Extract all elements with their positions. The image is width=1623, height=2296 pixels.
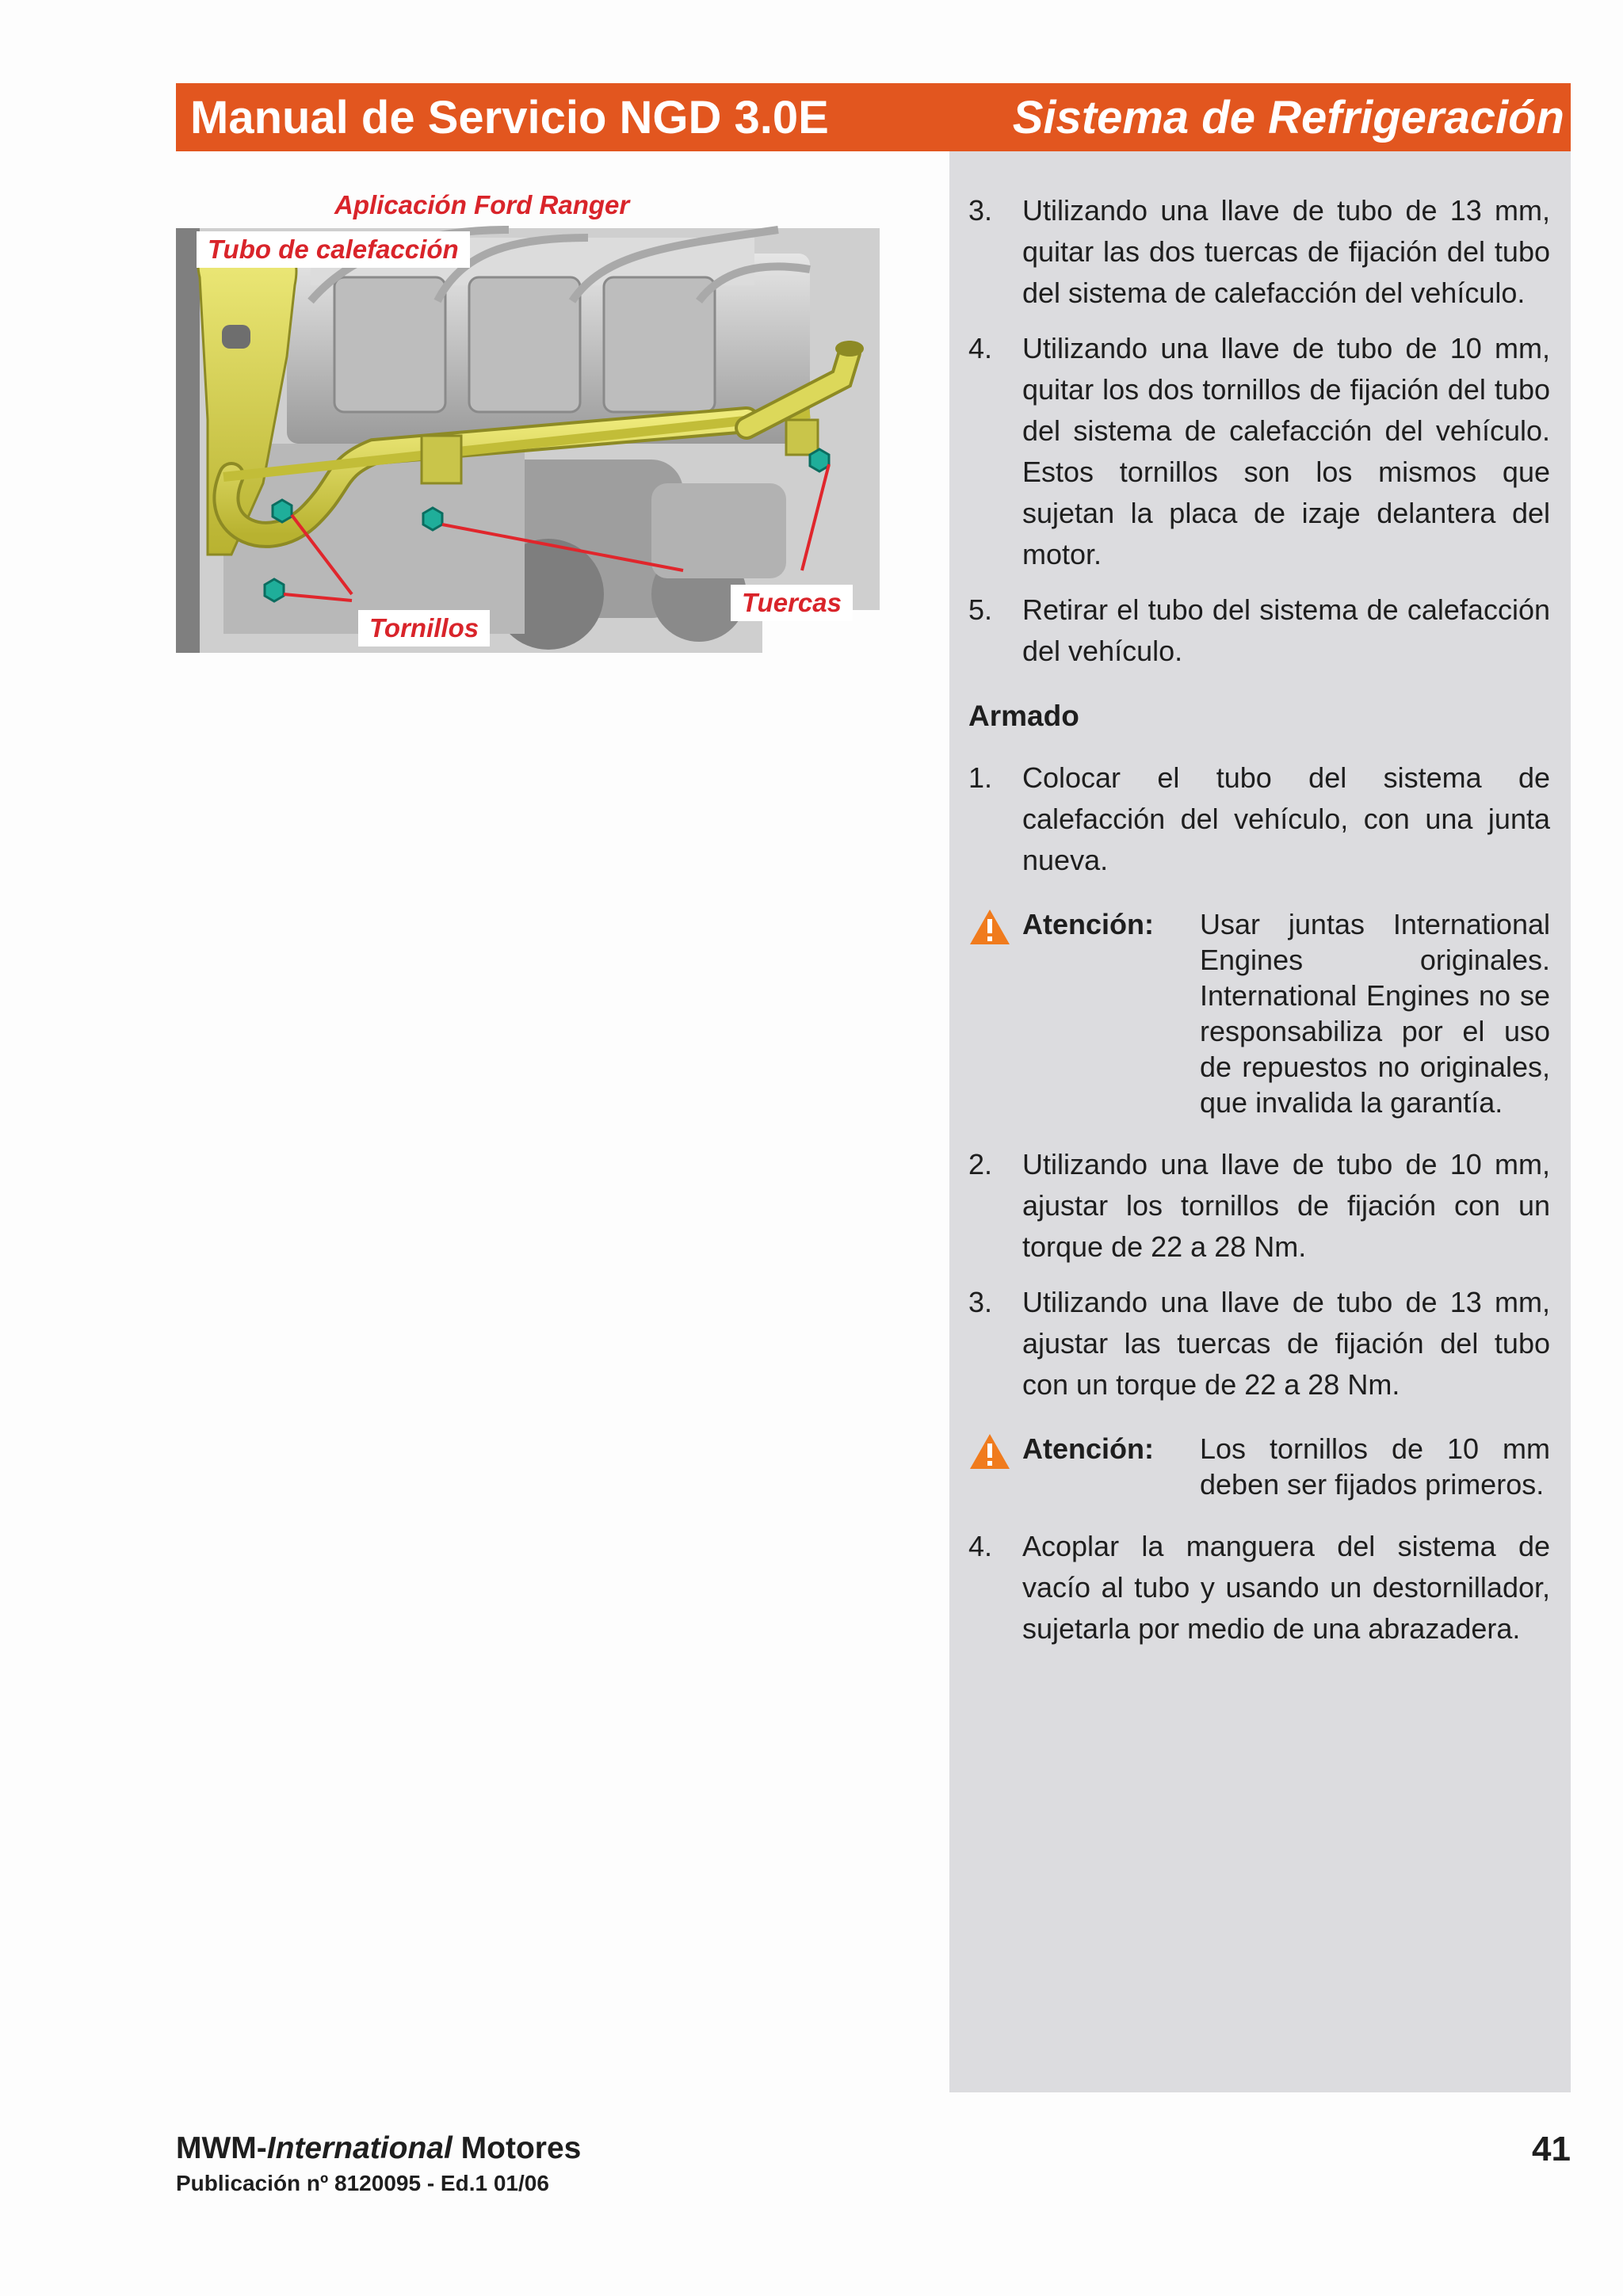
warning-label: Atención: [1022, 1432, 1154, 1465]
step-item [968, 757, 1550, 881]
step-item [968, 1282, 1550, 1405]
step-number: 4. [968, 332, 993, 364]
footer-brand [176, 2131, 581, 2166]
step-text: Retirar el tubo del sistema de calefacción del vehículo. [1022, 593, 1550, 667]
warning-label: Atención: [1022, 908, 1154, 940]
warning-text: Usar juntas International Engines originales. International Engines no se responsabiliza por el uso de repuestos no originales, que invalida la garantía. [1200, 908, 1550, 1119]
brand-prefix: MWM- [176, 2131, 267, 2165]
warning-note [968, 1431, 1550, 1502]
brand-italic: International [266, 2131, 453, 2165]
section-heading: Sistema de Refrigeración [1012, 92, 1564, 143]
page-header [176, 83, 1571, 151]
warning-note [968, 906, 1550, 1120]
step-text: Colocar el tubo del sistema de calefacción del vehículo, con una junta nueva. [1022, 761, 1550, 876]
brand-suffix: Motores [452, 2131, 582, 2165]
step-number: 4. [968, 1530, 993, 1562]
step-number: 2. [968, 1148, 993, 1180]
step-text: Utilizando una llave de tubo de 13 mm, ajustar las tuercas de fijación del tubo con un torque de 22 a 28 Nm. [1022, 1286, 1550, 1401]
figure-caption: Aplicación Ford Ranger [334, 190, 630, 219]
step-text: Acoplar la manguera del sistema de vacío al tubo y usando un destornillador, sujetarla por medio de una abrazadera. [1022, 1530, 1550, 1645]
label-nuts: Tuercas [731, 585, 853, 621]
step-item [968, 1526, 1550, 1650]
warning-text: Los tornillos de 10 mm deben ser fijados primeros. [1200, 1432, 1550, 1501]
manual-title: Manual de Servicio NGD 3.0E [190, 92, 829, 143]
step-item [968, 328, 1550, 575]
step-item [968, 1144, 1550, 1268]
step-number: 5. [968, 593, 993, 626]
step-number: 1. [968, 761, 993, 794]
step-number: 3. [968, 194, 993, 227]
step-text: Utilizando una llave de tubo de 10 mm, quitar los dos tornillos de fijación del tubo del sistema de calefacción del vehículo. Estos tornillos son los mismos que sujetan la placa de izaje delantera del motor. [1022, 332, 1550, 570]
publication-number: Publicación nº 8120095 - Ed.1 01/06 [176, 2171, 549, 2195]
step-item [968, 190, 1550, 314]
step-text: Utilizando una llave de tubo de 10 mm, ajustar los tornillos de fijación con un torque de 22 a 28 Nm. [1022, 1148, 1550, 1263]
section-title-armado: Armado [968, 700, 1079, 732]
label-heater-tube: Tubo de calefacción [197, 231, 470, 268]
step-number: 3. [968, 1286, 993, 1318]
warning-triangle-icon [968, 906, 1022, 1120]
page-number: 41 [1532, 2130, 1571, 2168]
label-screws: Tornillos [358, 610, 490, 646]
warning-triangle-icon [968, 1431, 1022, 1502]
step-text: Utilizando una llave de tubo de 13 mm, quitar las dos tuercas de fijación del tubo del sistema de calefacción del vehículo. [1022, 194, 1550, 309]
step-item [968, 589, 1550, 672]
instructions [968, 190, 1550, 1664]
engine-figure [176, 182, 880, 653]
